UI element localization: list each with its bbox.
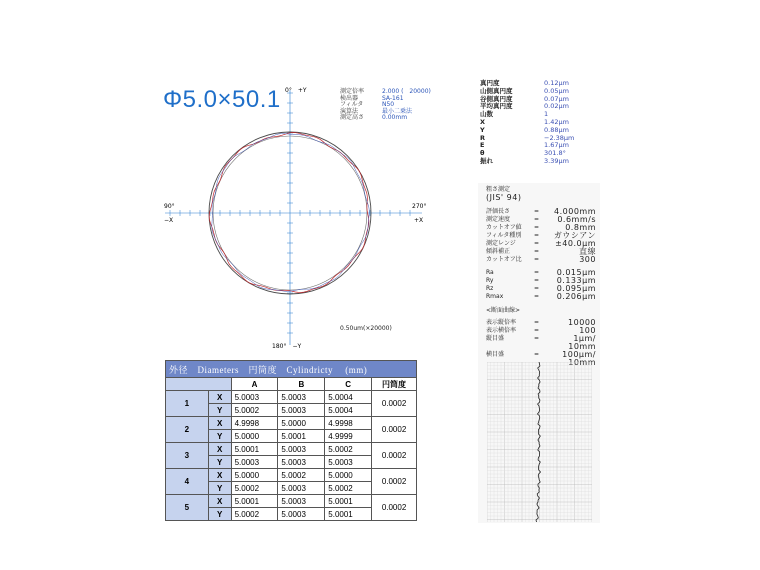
axis-cell: X <box>208 417 231 430</box>
label-right-angle: 270° <box>412 203 427 210</box>
rough-label: Ra <box>486 269 494 276</box>
diameter-cylindricity-table <box>165 360 417 521</box>
result-value: 0.88μm <box>544 125 569 134</box>
rough-value: 300 <box>579 255 596 264</box>
profile-title: <断面曲線> <box>486 307 521 314</box>
result-value: 0.05μm <box>544 86 569 95</box>
group-id: 2 <box>166 417 209 443</box>
rough-label: Rmax <box>486 293 504 300</box>
col-c: C <box>325 378 372 391</box>
value-cell-c: 4.9999 <box>325 430 372 443</box>
rough-value: 0.8mm <box>565 223 596 232</box>
value-cell-a: 4.9998 <box>231 417 278 430</box>
rough-value: 100 <box>579 326 596 335</box>
axis-cell: Y <box>208 456 231 469</box>
group-id: 1 <box>166 391 209 417</box>
result-label: 振れ <box>480 156 493 165</box>
param-label: 演算法 <box>340 107 359 115</box>
param-value: 最小二乗法 <box>382 107 413 115</box>
table-corner <box>166 378 232 391</box>
rough-sep: = <box>534 232 540 239</box>
table-row <box>166 443 417 456</box>
table-row <box>166 417 417 430</box>
value-cell-a: 5.0003 <box>231 456 278 469</box>
label-top: 0° +Y <box>285 87 307 94</box>
value-cell-c: 5.0002 <box>325 443 372 456</box>
group-id: 3 <box>166 443 209 469</box>
rough-sep: = <box>534 293 540 300</box>
rough-sep: = <box>534 277 540 284</box>
col-cylindricity: 円筒度 <box>372 378 417 391</box>
value-cell-b: 5.0003 <box>278 508 325 521</box>
rough-value: ±40.0μm <box>555 239 596 248</box>
col-a: A <box>231 378 278 391</box>
value-cell-a: 5.0002 <box>231 482 278 495</box>
param-label: フィルタ <box>340 101 364 108</box>
group-id: 5 <box>166 495 209 521</box>
value-cell-b: 5.0003 <box>278 443 325 456</box>
roughness-standard: (JIS' 94) <box>486 193 522 202</box>
rough-sep: = <box>534 256 540 263</box>
col-b: B <box>278 378 325 391</box>
axis-cell: X <box>208 469 231 482</box>
result-label: X <box>480 117 486 126</box>
rough-sep: = <box>534 240 540 247</box>
result-row <box>480 103 574 111</box>
roughness-values <box>486 269 596 301</box>
rough-label: 横目盛 <box>486 351 505 358</box>
value-cell-a: 5.0000 <box>231 469 278 482</box>
value-cell-b: 5.0000 <box>278 417 325 430</box>
rough-label: 測定レンジ <box>486 240 516 247</box>
roundness-profile <box>209 133 369 293</box>
result-value: 0.12μm <box>544 79 569 87</box>
result-value: 3.39μm <box>544 156 569 165</box>
value-cell-b: 5.0001 <box>278 430 325 443</box>
value-cell-a: 5.0002 <box>231 508 278 521</box>
cylindricity-cell: 0.0002 <box>372 495 417 521</box>
roundness-plot <box>160 80 430 360</box>
rough-value: ガウシアン <box>553 231 596 240</box>
rough-sep: = <box>534 224 540 231</box>
rough-row <box>486 256 596 264</box>
value-cell-a: 5.0002 <box>231 404 278 417</box>
rough-value: 0.095μm <box>556 284 596 293</box>
value-cell-b: 5.0003 <box>278 391 325 404</box>
result-label: Y <box>480 125 485 134</box>
rough-sep: = <box>534 269 540 276</box>
rough-label: カットオフ比 <box>486 256 522 263</box>
label-right-axis: +X <box>414 217 424 224</box>
profile-display <box>486 319 596 367</box>
result-value: 1.67μm <box>544 141 569 150</box>
roughness-title: 粗さ測定 <box>486 186 511 193</box>
cylindricity-cell: 0.0002 <box>372 417 417 443</box>
rough-value: 直線 <box>579 247 596 256</box>
axis-cell: Y <box>208 404 231 417</box>
roughness-report <box>486 186 596 367</box>
rough-label: カットオフ値 <box>486 224 522 231</box>
value-cell-c: 5.0000 <box>325 469 372 482</box>
result-value: 1 <box>544 110 549 119</box>
cylindricity-cell: 0.0002 <box>372 443 417 469</box>
rough-value: 4.000mm <box>554 207 596 216</box>
rough-label: 測定速度 <box>486 216 511 223</box>
axis-cell: Y <box>208 508 231 521</box>
param-label: 測定倍率 <box>340 88 365 95</box>
value-cell-b: 5.0003 <box>278 482 325 495</box>
rough-sep: = <box>534 351 540 358</box>
label-left-axis: −X <box>164 217 174 224</box>
rough-value: 0.133μm <box>556 276 596 285</box>
result-value: 0.07μm <box>544 94 569 103</box>
profile-trace <box>536 362 541 522</box>
result-value: 1.42μm <box>544 117 569 126</box>
result-value: −2.38μm <box>544 133 575 142</box>
rough-sep: = <box>534 285 540 292</box>
value-cell-a: 5.0000 <box>231 430 278 443</box>
plot-scale: 0.50um(×20000) <box>340 325 392 332</box>
param-value: SA-161 <box>382 94 404 102</box>
table-row <box>166 495 417 508</box>
label-left-angle: 90° <box>164 203 175 210</box>
rough-row <box>486 293 596 301</box>
value-cell-c: 5.0003 <box>325 456 372 469</box>
result-label: θ <box>480 149 485 158</box>
axis-cell: X <box>208 443 231 456</box>
cylindricity-cell: 0.0002 <box>372 391 417 417</box>
rough-label: 評価長さ <box>486 208 511 215</box>
rough-sep: = <box>534 208 540 215</box>
value-cell-b: 5.0003 <box>278 456 325 469</box>
result-label: 真円度 <box>480 79 500 87</box>
label-bottom: 180° −Y <box>272 343 302 350</box>
result-row <box>480 158 574 166</box>
value-cell-c: 5.0002 <box>325 482 372 495</box>
param-value: 2.000 ( 20000) <box>382 88 431 95</box>
table-row <box>166 391 417 404</box>
roughness-settings <box>486 208 596 264</box>
param-value: 0.00mm <box>382 114 408 121</box>
value-cell-a: 5.0003 <box>231 391 278 404</box>
rough-label: 表示縦倍率 <box>486 319 517 326</box>
result-value: 0.02μm <box>544 102 569 111</box>
axis-cell: X <box>208 495 231 508</box>
value-cell-c: 5.0001 <box>325 508 372 521</box>
table-row <box>166 469 417 482</box>
part-title: Φ5.0×50.1 <box>163 86 281 113</box>
value-cell-c: 5.0004 <box>325 391 372 404</box>
rough-sep: = <box>534 248 540 255</box>
group-id: 4 <box>166 469 209 495</box>
table-header: 外径 Diameters 円筒度 Cylindricty (mm) <box>166 361 417 378</box>
rough-sep: = <box>534 327 540 334</box>
rough-value: 0.206μm <box>556 292 596 301</box>
param-label: 検出器 <box>340 94 359 102</box>
rough-sep: = <box>534 335 540 342</box>
value-cell-c: 5.0004 <box>325 404 372 417</box>
roundness-results <box>480 80 574 166</box>
param-value: N50 <box>382 101 395 108</box>
rough-label: Rz <box>486 285 494 292</box>
param-label: 測定高さ <box>340 114 365 121</box>
value-cell-c: 4.9998 <box>325 417 372 430</box>
result-label: 谷側真円度 <box>480 94 513 103</box>
rough-label: 縦目盛 <box>486 335 505 342</box>
rough-value: 1μm/ 10mm <box>568 334 596 351</box>
result-label: 平均真円度 <box>480 102 513 111</box>
axis-cell: Y <box>208 482 231 495</box>
rough-value: 0.015μm <box>556 268 596 277</box>
value-cell-b: 5.0002 <box>278 469 325 482</box>
result-label: 山数 <box>480 110 493 119</box>
value-cell-c: 5.0001 <box>325 495 372 508</box>
rough-label: フィルタ種別 <box>486 232 522 239</box>
rough-sep: = <box>534 216 540 223</box>
rough-value: 0.6mm/s <box>557 215 596 224</box>
value-cell-a: 5.0001 <box>231 443 278 456</box>
axis-cell: Y <box>208 430 231 443</box>
rough-label: Ry <box>486 277 494 284</box>
value-cell-b: 5.0003 <box>278 495 325 508</box>
rough-label: 表示横倍率 <box>486 327 517 334</box>
result-label: R <box>480 133 486 142</box>
rough-label: 傾斜補正 <box>486 248 511 255</box>
cylindricity-cell: 0.0002 <box>372 469 417 495</box>
rough-value: 10000 <box>568 318 596 327</box>
value-cell-b: 5.0003 <box>278 404 325 417</box>
rough-value: 100μm/ 10mm <box>562 350 596 367</box>
value-cell-a: 5.0001 <box>231 495 278 508</box>
result-label: 山側真円度 <box>480 86 513 95</box>
rough-sep: = <box>534 319 540 326</box>
axis-cell: X <box>208 391 231 404</box>
profile-chart <box>487 362 592 522</box>
result-value: 301.8° <box>544 149 566 158</box>
result-label: E <box>480 141 485 150</box>
rough-row <box>486 335 596 351</box>
